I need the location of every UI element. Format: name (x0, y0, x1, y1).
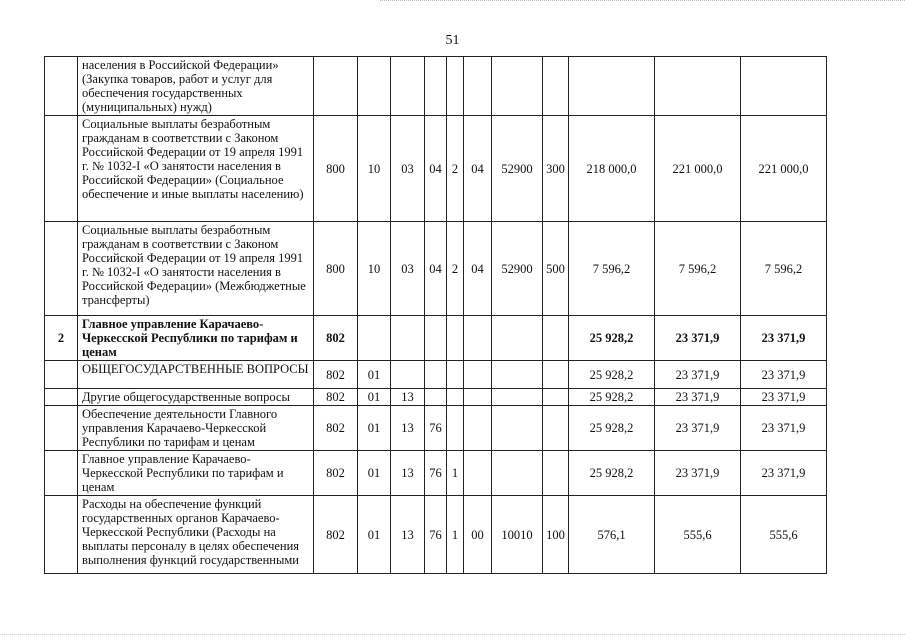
value-year-3: 23 371,9 (741, 389, 827, 406)
code-subprogram (447, 361, 464, 389)
code-direction (492, 361, 543, 389)
value-year-3: 555,6 (741, 496, 827, 574)
code-program: 76 (425, 451, 447, 496)
code-ministry: 800 (314, 222, 358, 316)
table-row (45, 222, 827, 316)
row-name: Социальные выплаты безработным гражданам в соответствии с Законом Российской Федерации от 19 апреля 1991 г. № 1032-I «О занятости населения в Российской Федерации» (Социальное обеспечение и иные выплаты населению) (78, 116, 314, 222)
code-expense-type: 300 (543, 116, 569, 222)
code-expense-type: 100 (543, 496, 569, 574)
code-section: 10 (358, 116, 391, 222)
value-year-2: 7 596,2 (655, 222, 741, 316)
code-ministry: 802 (314, 361, 358, 389)
budget-table (44, 56, 827, 574)
code-event (464, 389, 492, 406)
code-section: 01 (358, 496, 391, 574)
code-subprogram: 1 (447, 451, 464, 496)
value-year-1: 7 596,2 (569, 222, 655, 316)
code-event: 00 (464, 496, 492, 574)
code-section: 01 (358, 389, 391, 406)
value-year-3 (741, 57, 827, 116)
code-subprogram: 2 (447, 116, 464, 222)
value-year-1: 218 000,0 (569, 116, 655, 222)
code-event: 04 (464, 116, 492, 222)
code-ministry: 802 (314, 406, 358, 451)
value-year-2: 23 371,9 (655, 389, 741, 406)
code-subsection: 13 (391, 451, 425, 496)
code-ministry: 802 (314, 389, 358, 406)
table-row (45, 406, 827, 451)
code-expense-type (543, 316, 569, 361)
scan-artifact-top (380, 0, 905, 3)
code-direction: 10010 (492, 496, 543, 574)
row-name: населения в Российской Федерации» (Закупка товаров, работ и услуг для обеспечения государственных (муниципальных) нужд) (78, 57, 314, 116)
value-year-3: 23 371,9 (741, 406, 827, 451)
code-section (358, 57, 391, 116)
code-program: 04 (425, 116, 447, 222)
value-year-1: 25 928,2 (569, 406, 655, 451)
code-subprogram (447, 406, 464, 451)
code-program: 04 (425, 222, 447, 316)
code-subprogram: 1 (447, 496, 464, 574)
code-expense-type (543, 389, 569, 406)
page-number: 51 (445, 33, 460, 48)
value-year-3: 23 371,9 (741, 316, 827, 361)
code-subsection: 03 (391, 222, 425, 316)
code-ministry (314, 57, 358, 116)
row-name: ОБЩЕГОСУДАРСТВЕННЫЕ ВОПРОСЫ (78, 361, 314, 389)
value-year-1: 25 928,2 (569, 389, 655, 406)
table-row (45, 389, 827, 406)
value-year-1 (569, 57, 655, 116)
code-program (425, 316, 447, 361)
code-program: 76 (425, 496, 447, 574)
code-ministry: 802 (314, 496, 358, 574)
value-year-2 (655, 57, 741, 116)
code-section: 01 (358, 406, 391, 451)
code-event (464, 451, 492, 496)
row-name: Социальные выплаты безработным гражданам в соответствии с Законом Российской Федерации от 19 апреля 1991 г. № 1032-I «О занятости населения в Российской Федерации» (Межбюджетные трансферты) (78, 222, 314, 316)
code-subsection: 03 (391, 116, 425, 222)
code-event (464, 57, 492, 116)
value-year-2: 23 371,9 (655, 316, 741, 361)
code-expense-type (543, 57, 569, 116)
value-year-3: 221 000,0 (741, 116, 827, 222)
row-index (45, 496, 78, 574)
code-program (425, 57, 447, 116)
table-row (45, 361, 827, 389)
value-year-2: 221 000,0 (655, 116, 741, 222)
row-name: Главное управление Карачаево-Черкесской Республики по тарифам и ценам (78, 316, 314, 361)
code-expense-type: 500 (543, 222, 569, 316)
row-index (45, 406, 78, 451)
value-year-2: 23 371,9 (655, 361, 741, 389)
value-year-1: 576,1 (569, 496, 655, 574)
value-year-2: 555,6 (655, 496, 741, 574)
row-name: Другие общегосударственные вопросы (78, 389, 314, 406)
code-direction (492, 406, 543, 451)
code-event (464, 316, 492, 361)
row-index (45, 57, 78, 116)
code-subsection: 13 (391, 406, 425, 451)
code-subsection (391, 361, 425, 389)
code-direction: 52900 (492, 116, 543, 222)
code-subprogram: 2 (447, 222, 464, 316)
code-direction: 52900 (492, 222, 543, 316)
code-expense-type (543, 361, 569, 389)
code-section: 01 (358, 361, 391, 389)
code-program (425, 389, 447, 406)
code-subsection: 13 (391, 496, 425, 574)
row-name: Главное управление Карачаево-Черкесской Республики по тарифам и ценам (78, 451, 314, 496)
code-ministry: 800 (314, 116, 358, 222)
code-subprogram (447, 316, 464, 361)
code-subsection (391, 316, 425, 361)
code-subsection: 13 (391, 389, 425, 406)
code-expense-type (543, 451, 569, 496)
row-index: 2 (45, 316, 78, 361)
row-index (45, 116, 78, 222)
table-row (45, 116, 827, 222)
value-year-1: 25 928,2 (569, 361, 655, 389)
table-row (45, 451, 827, 496)
table-row (45, 57, 827, 116)
code-direction (492, 57, 543, 116)
code-subprogram (447, 57, 464, 116)
code-section: 01 (358, 451, 391, 496)
code-section (358, 316, 391, 361)
value-year-3: 7 596,2 (741, 222, 827, 316)
code-ministry: 802 (314, 316, 358, 361)
code-ministry: 802 (314, 451, 358, 496)
code-section: 10 (358, 222, 391, 316)
code-expense-type (543, 406, 569, 451)
row-name: Обеспечение деятельности Главного управления Карачаево-Черкесской Республики по тарифам и ценам (78, 406, 314, 451)
code-event (464, 406, 492, 451)
value-year-2: 23 371,9 (655, 451, 741, 496)
value-year-1: 25 928,2 (569, 451, 655, 496)
code-event (464, 361, 492, 389)
code-subsection (391, 57, 425, 116)
value-year-1: 25 928,2 (569, 316, 655, 361)
code-direction (492, 389, 543, 406)
value-year-2: 23 371,9 (655, 406, 741, 451)
row-name: Расходы на обеспечение функций государственных органов Карачаево-Черкесской Республики (Расходы на выплаты персоналу в целях обеспечения выполнения функций государственными (78, 496, 314, 574)
row-index (45, 361, 78, 389)
row-index (45, 451, 78, 496)
row-index (45, 222, 78, 316)
code-program (425, 361, 447, 389)
scan-artifact-bottom (0, 634, 905, 637)
code-program: 76 (425, 406, 447, 451)
value-year-3: 23 371,9 (741, 451, 827, 496)
table-row (45, 316, 827, 361)
code-direction (492, 316, 543, 361)
row-index (45, 389, 78, 406)
table-row (45, 496, 827, 574)
code-direction (492, 451, 543, 496)
value-year-3: 23 371,9 (741, 361, 827, 389)
code-subprogram (447, 389, 464, 406)
code-event: 04 (464, 222, 492, 316)
